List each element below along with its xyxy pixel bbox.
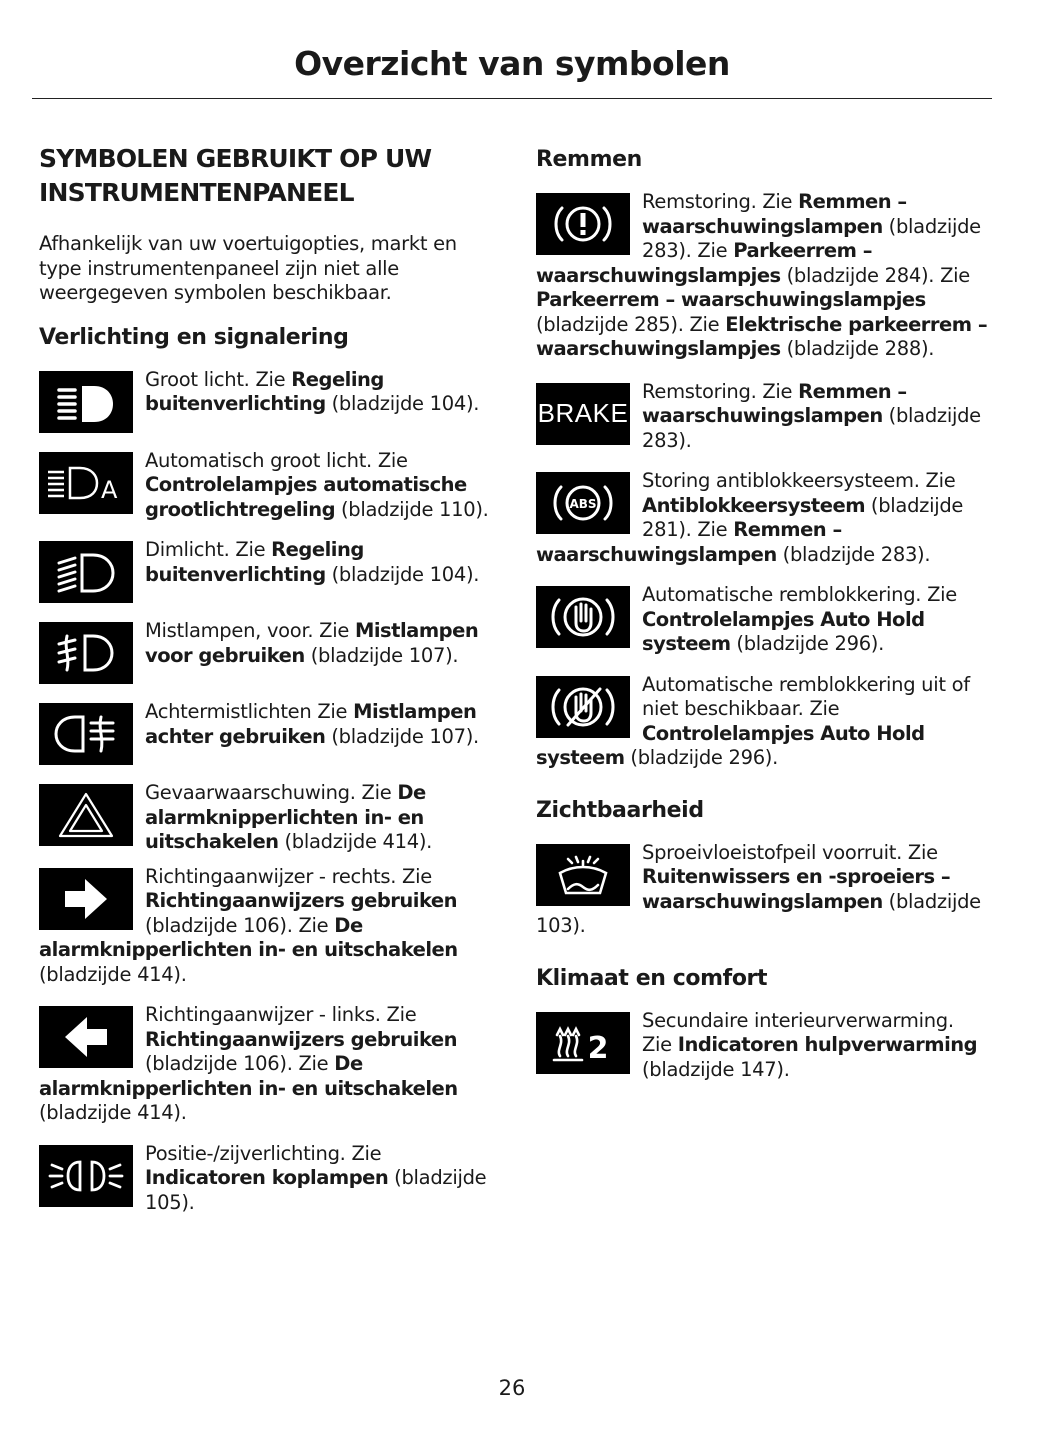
heater-icon-label: 2: [587, 1030, 609, 1066]
entry-text: Dimlicht. Zie: [145, 538, 272, 561]
front-fog-icon: [39, 622, 133, 684]
entry-page: (bladzijde 147).: [642, 1057, 790, 1081]
entry-reference: Antiblokkeersysteem: [642, 493, 866, 517]
entry-reference: Controlelampjes automatische grootlichtregeling: [145, 473, 467, 521]
entry-text: Positie-/zijverlichting. Zie: [145, 1141, 382, 1165]
symbol-entry: [39, 368, 491, 439]
turn-right-icon: [39, 868, 133, 930]
symbol-entry: [39, 781, 491, 855]
entry-page: (bladzijde 107).: [325, 724, 479, 748]
symbol-entry: [39, 865, 491, 988]
entry-text: (bladzijde 281). Zie: [642, 493, 964, 541]
symbol-entry: [39, 1003, 491, 1126]
intro-paragraph: Afhankelijk van uw voertuigopties, markt en type instrumentenpaneel zijn niet alle weergegeven symbolen beschikbaar.: [39, 232, 457, 304]
hazard-icon: [39, 784, 133, 846]
main-heading-line2: INSTRUMENTENPANEEL: [39, 178, 354, 207]
page-number: 26: [498, 1376, 526, 1400]
symbol-entry: [536, 583, 988, 657]
entry-reference: Regeling buitenverlichting: [145, 538, 364, 586]
entry-text: Achtermistlichten Zie: [145, 700, 354, 723]
auto-hold-off-icon: [536, 676, 630, 738]
entry-page: (bladzijde 104).: [325, 562, 480, 586]
entry-reference: Controlelampjes Auto Hold systeem: [642, 607, 925, 655]
symbol-entry: [39, 619, 491, 690]
entry-page: (bladzijde 105).: [145, 1166, 487, 1214]
entry-reference: Regeling buitenverlichting: [145, 367, 384, 415]
entry-text: Richtingaanwijzer - links. Zie: [145, 1003, 417, 1026]
entry-reference: Remmen – waarschuwingslampen: [642, 190, 907, 238]
entry-reference: De alarmknipperlichten in- en uitschakelen: [145, 781, 426, 853]
entry-text: Storing antiblokkeersysteem. Zie: [642, 469, 956, 492]
entry-page: (bladzijde 414).: [39, 1101, 187, 1124]
section-title-visibility: Zichtbaarheid: [536, 797, 704, 823]
entry-reference: Mistlampen achter gebruiken: [145, 700, 477, 748]
entry-text: Sproeivloeistofpeil voorruit. Zie: [642, 840, 938, 864]
main-heading: [39, 142, 491, 210]
entry-text: Groot licht. Zie: [145, 367, 292, 391]
symbol-entry: [39, 538, 491, 609]
rear-fog-icon: [39, 703, 133, 765]
entry-page: (bladzijde 296).: [624, 746, 779, 769]
svg-text:A: A: [101, 475, 118, 504]
entry-text: Gevaarwaarschuwing. Zie: [145, 781, 398, 804]
entry-text: (bladzijde 106). Zie: [145, 1052, 335, 1075]
entry-page: (bladzijde 104).: [325, 392, 480, 415]
title-divider: [32, 98, 992, 99]
entry-text: Secundaire interieurverwarming. Zie: [642, 1008, 954, 1056]
entry-text: (bladzijde 106). Zie: [145, 913, 335, 937]
entry-text: Automatisch groot licht. Zie: [145, 448, 408, 472]
entry-reference: Parkeerrem – waarschuwingslampjes: [536, 288, 926, 311]
entry-page: (bladzijde 110).: [335, 497, 489, 521]
entry-reference: Elektrische parkeerrem – waarschuwingslampjes: [536, 312, 988, 360]
entry-reference: Remmen – waarschuwingslampen: [536, 518, 842, 566]
entry-text: Remstoring. Zie: [642, 379, 799, 403]
entry-reference: Indicatoren hulpverwarming: [677, 1033, 978, 1056]
entry-reference: De alarmknipperlichten in- en uitschakelen: [39, 913, 458, 961]
high-beam-icon: [39, 371, 133, 433]
symbol-entry: [536, 673, 988, 771]
low-beam-icon: [39, 541, 133, 603]
entry-page: (bladzijde 283).: [776, 542, 931, 566]
entry-reference: Richtingaanwijzers gebruiken: [145, 889, 458, 912]
entry-text: (bladzijde 285). Zie: [536, 312, 726, 336]
symbol-entry: [536, 1009, 988, 1083]
entry-reference: Mistlampen voor gebruiken: [145, 619, 479, 667]
entry-reference: Richtingaanwijzers gebruiken: [145, 1027, 458, 1051]
entry-text: (bladzijde 283). Zie: [642, 214, 981, 262]
section-title-brakes: Remmen: [536, 147, 642, 172]
entry-page: (bladzijde 288).: [780, 337, 935, 360]
auto-high-beam-icon: [39, 452, 133, 514]
side-lamps-icon: [39, 1145, 133, 1207]
washer-fluid-icon: [536, 844, 630, 906]
right-column: [536, 146, 988, 1082]
main-heading-line1: SYMBOLEN GEBRUIKT OP UW: [39, 144, 432, 173]
auto-hold-icon: [536, 586, 630, 648]
page-title: Overzicht van symbolen: [294, 44, 730, 83]
symbol-entry: [39, 449, 491, 523]
symbol-entry: [536, 469, 988, 567]
section-title-climate: Klimaat en comfort: [536, 965, 768, 991]
left-column: [39, 142, 491, 1215]
entry-text: Remstoring. Zie: [642, 190, 799, 213]
entry-text: Richtingaanwijzer - rechts. Zie: [145, 864, 432, 888]
entry-page: (bladzijde 107).: [304, 643, 459, 667]
entry-reference: Parkeerrem – waarschuwingslampjes: [536, 239, 872, 287]
brake-icon-label: BRAKE: [537, 398, 629, 428]
entry-text: (bladzijde 284). Zie: [780, 263, 970, 287]
symbol-entry: [536, 190, 988, 362]
entry-page: (bladzijde 414).: [278, 830, 433, 853]
entry-reference: Controlelampjes Auto Hold systeem: [536, 721, 925, 769]
entry-text: Automatische remblokkering. Zie: [642, 583, 957, 606]
entry-text: Automatische remblokkering uit of niet beschikbaar. Zie: [642, 672, 970, 720]
aux-heater-icon: [536, 1012, 630, 1074]
symbol-entry: [39, 700, 491, 771]
entry-page: (bladzijde 414).: [39, 962, 187, 986]
entry-page: (bladzijde 283).: [642, 404, 981, 452]
abs-icon: [536, 472, 630, 534]
brake-text-icon: [536, 383, 630, 445]
entry-reference: Indicatoren koplampen: [145, 1166, 389, 1189]
entry-reference: Remmen – waarschuwingslampen: [642, 379, 907, 427]
section-title-lighting: Verlichting en signalering: [39, 324, 349, 350]
brake-warning-icon: [536, 193, 630, 255]
entry-reference: De alarmknipperlichten in- en uitschakelen: [39, 1052, 458, 1100]
entry-reference: Ruitenwissers en -sproeiers – waarschuwingslampen: [642, 865, 951, 913]
entry-text: Mistlampen, voor. Zie: [145, 619, 355, 642]
symbol-entry: [536, 380, 988, 454]
symbol-entry: [39, 1142, 491, 1216]
entry-page: (bladzijde 103).: [536, 889, 981, 937]
abs-icon-label: ABS: [569, 497, 597, 511]
turn-left-icon: [39, 1006, 133, 1068]
entry-page: (bladzijde 296).: [730, 632, 885, 655]
symbol-entry: [536, 841, 988, 939]
